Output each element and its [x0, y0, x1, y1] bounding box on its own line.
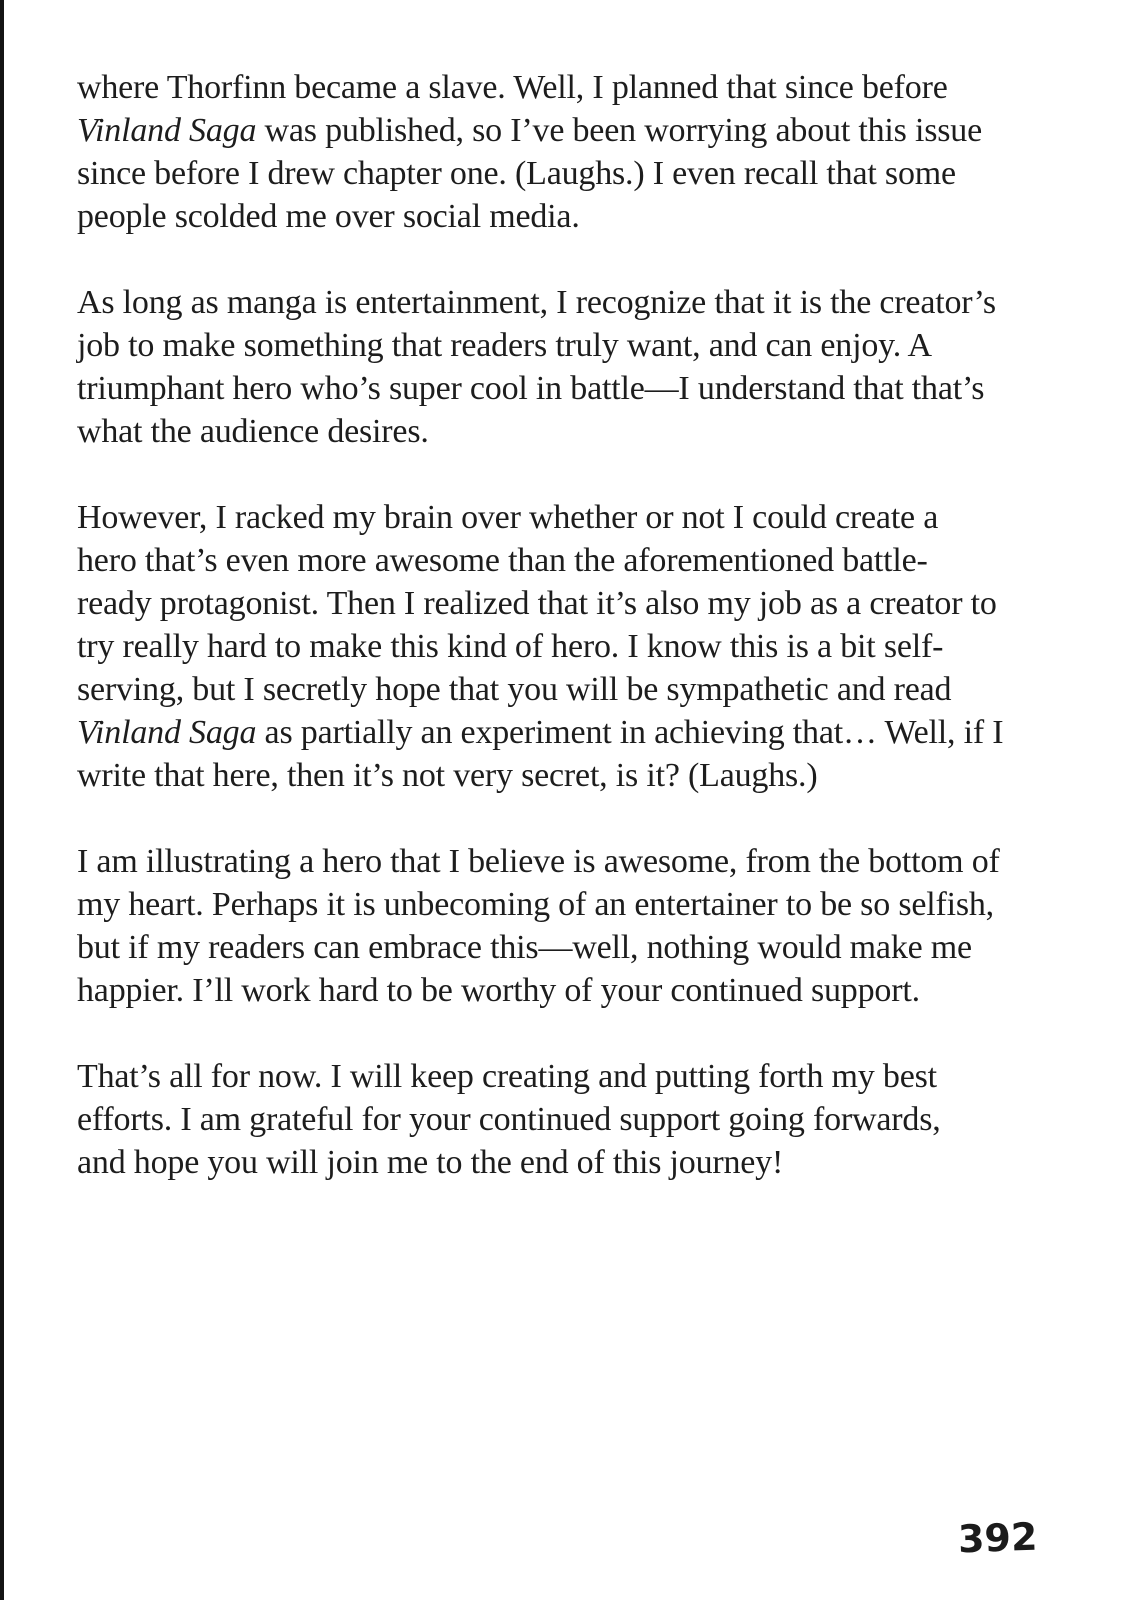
- text-segment: happier. I’ll work hard to be worthy of your continued support.: [77, 972, 920, 1009]
- text-line: [77, 152, 1003, 195]
- text-line: [77, 281, 1003, 324]
- text-segment: where Thorfinn became a slave. Well, I planned that since before: [77, 69, 948, 106]
- text-line: [77, 496, 1003, 539]
- text-line: [77, 324, 1003, 367]
- text-line: [77, 367, 1003, 410]
- text-segment: my heart. Perhaps it is unbecoming of an entertainer to be so selfish,: [77, 886, 994, 923]
- text-segment: and hope you will join me to the end of this journey!: [77, 1144, 784, 1181]
- text-segment: write that here, then it’s not very secret, is it? (Laughs.): [77, 757, 818, 794]
- text-segment: I am illustrating a hero that I believe is awesome, from the bottom of: [77, 843, 1000, 880]
- text-line: [77, 582, 1003, 625]
- text-line: [77, 410, 1003, 453]
- text-segment: triumphant hero who’s super cool in battle—I understand that that’s: [77, 370, 985, 407]
- book-title-italic: Vinland Saga: [77, 112, 257, 149]
- text-segment: since before I drew chapter one. (Laughs.) I even recall that some: [77, 155, 956, 192]
- text-line: [77, 969, 1003, 1012]
- paragraph: [77, 1055, 1003, 1184]
- text-segment: hero that’s even more awesome than the aforementioned battle-: [77, 542, 928, 579]
- text-line: [77, 1141, 1003, 1184]
- text-segment: As long as manga is entertainment, I recognize that it is the creator’s: [77, 284, 996, 321]
- book-title-italic: Vinland Saga: [77, 714, 257, 751]
- text-line: [77, 668, 1003, 711]
- text-line: [77, 754, 1003, 797]
- text-line: [77, 883, 1003, 926]
- text-line: [77, 1055, 1003, 1098]
- paragraph: [77, 840, 1003, 1012]
- text-line: [77, 1098, 1003, 1141]
- text-segment: However, I racked my brain over whether or not I could create a: [77, 499, 939, 536]
- text-segment: job to make something that readers truly want, and can enjoy. A: [77, 327, 932, 364]
- paragraph: [77, 66, 1003, 238]
- text-line: [77, 109, 1003, 152]
- text-segment: what the audience desires.: [77, 413, 429, 450]
- text-line: [77, 625, 1003, 668]
- text-segment: ready protagonist. Then I realized that it’s also my job as a creator to: [77, 585, 997, 622]
- text-segment: serving, but I secretly hope that you will be sympathetic and read: [77, 671, 952, 708]
- text-segment: That’s all for now. I will keep creating and putting forth my best: [77, 1058, 937, 1095]
- text-segment: try really hard to make this kind of hero. I know this is a bit self-: [77, 628, 944, 665]
- paragraph: [77, 281, 1003, 453]
- text-segment: as partially an experiment in achieving that… Well, if I: [256, 714, 1004, 751]
- text-line: [77, 66, 1003, 109]
- paragraph: [77, 496, 1003, 797]
- page-number: 392: [956, 1514, 1038, 1562]
- text-line: [77, 711, 1003, 754]
- text-segment: efforts. I am grateful for your continued support going forwards,: [77, 1101, 941, 1138]
- page-edge-line: [0, 0, 4, 1600]
- text-line: [77, 840, 1003, 883]
- text-segment: but if my readers can embrace this—well, nothing would make me: [77, 929, 972, 966]
- text-line: [77, 539, 1003, 582]
- text-line: [77, 926, 1003, 969]
- text-segment: people scolded me over social media.: [77, 198, 580, 235]
- text-line: [77, 195, 1003, 238]
- afterword-text: [77, 66, 1003, 1227]
- text-segment: was published, so I’ve been worrying about this issue: [256, 112, 982, 149]
